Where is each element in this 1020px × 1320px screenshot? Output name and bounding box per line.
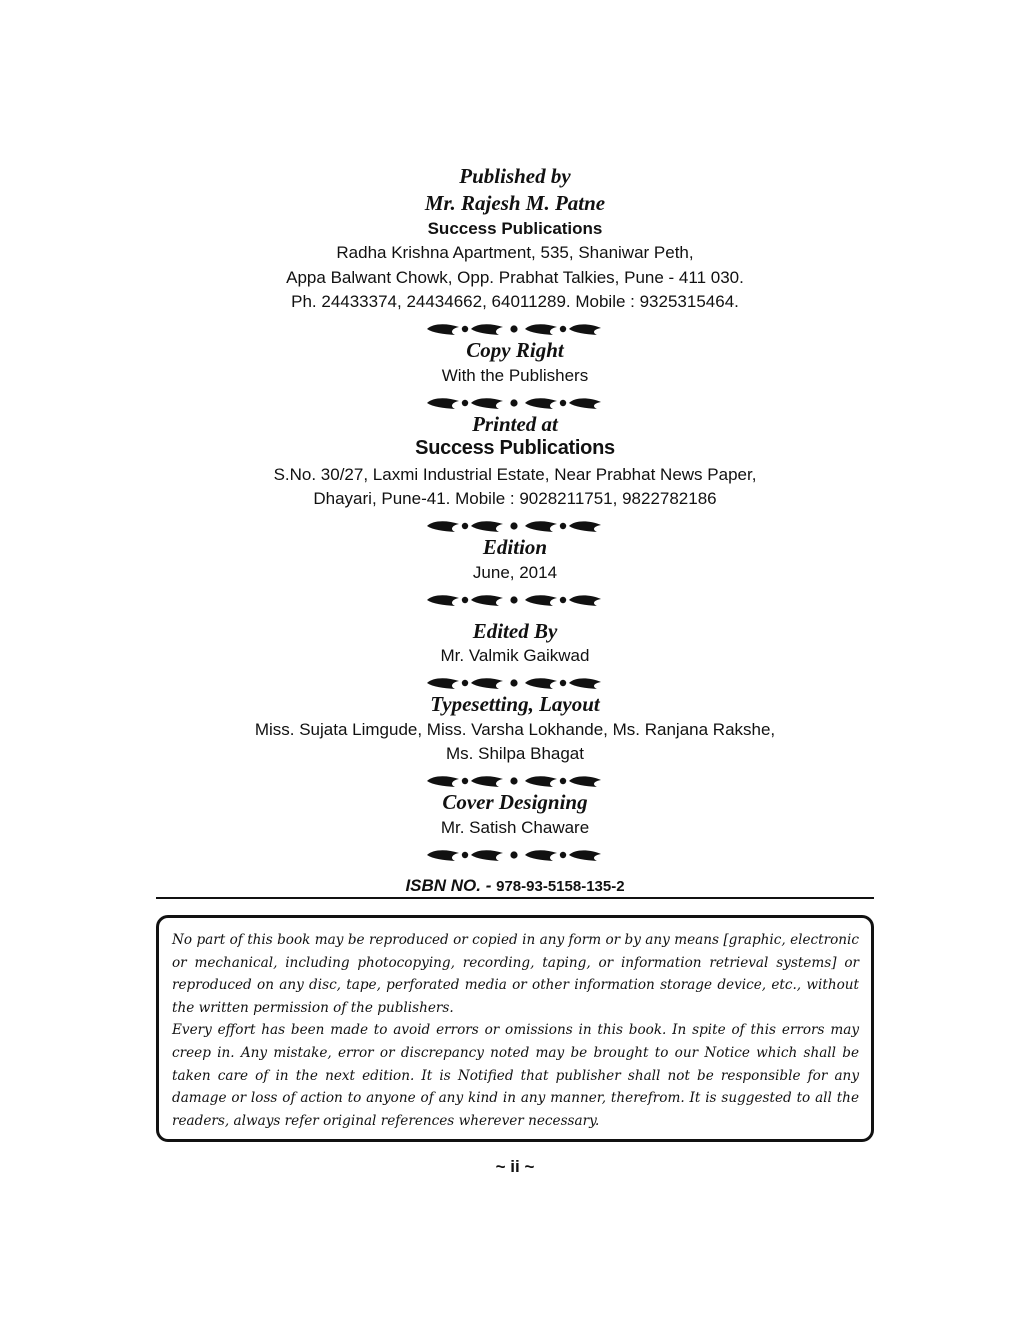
- ornament-divider: [425, 519, 603, 533]
- ornament-divider: [425, 396, 603, 410]
- printer-address-line2: Dhayari, Pune-41. Mobile : 9028211751, 9822782186: [313, 489, 717, 508]
- ornament-divider: [425, 322, 603, 336]
- edited-by-text: Mr. Valmik Gaikwad: [440, 646, 590, 665]
- cover-designing-text: Mr. Satish Chaware: [440, 818, 590, 837]
- typesetting-line1: Miss. Sujata Limgude, Miss. Varsha Lokhande, Ms. Ranjana Rakshe,: [254, 720, 776, 739]
- copyright-notice-box: [156, 915, 874, 1142]
- copyright-text: With the Publishers: [441, 366, 589, 385]
- publisher-phone: Ph. 24433374, 24434662, 64011289. Mobile : 9325315464.: [291, 292, 739, 311]
- published-by-heading: Published by: [459, 164, 571, 188]
- isbn-value: 978-93-5158-135-2: [496, 878, 625, 895]
- printed-at-heading: Printed at: [472, 412, 558, 436]
- publisher-address-line2: Appa Balwant Chowk, Opp. Prabhat Talkies, Pune - 411 030.: [286, 268, 744, 287]
- edited-by-heading: Edited By: [472, 619, 558, 643]
- page-number: ~ ii ~: [495, 1157, 535, 1176]
- edition-text: June, 2014: [472, 563, 558, 582]
- typesetting-heading: Typesetting, Layout: [430, 692, 600, 716]
- edition-heading: Edition: [482, 535, 548, 559]
- isbn-line: [0, 876, 1020, 896]
- ornament-divider: [425, 774, 603, 788]
- publisher-company: Success Publications: [427, 219, 603, 238]
- ornament-divider: [425, 676, 603, 690]
- notice-paragraph-errors: Every effort has been made to avoid errors or omissions in this book. In spite of this errors may creep in. Any mistake, error or discrepancy noted may be brought to our Notice which shall be taken care of in the next edition. It is Notified that publisher shall not be responsible for any damage or loss of action to anyone of any kind in any manner, therefrom. It is suggested to all the readers, always refer original references wherever necessary.: [172, 1022, 859, 1129]
- printer-address-line1: S.No. 30/27, Laxmi Industrial Estate, Near Prabhat News Paper,: [273, 465, 757, 484]
- ornament-divider: [425, 848, 603, 862]
- cover-designing-heading: Cover Designing: [442, 790, 588, 814]
- publisher-address-line1: Radha Krishna Apartment, 535, Shaniwar Peth,: [336, 243, 694, 262]
- copyright-heading: Copy Right: [466, 338, 564, 362]
- notice-paragraph-reproduction: No part of this book may be reproduced or copied in any form or by any means [graphic, electronic or mechanical, including photocopying, recording, taping, or information retrieval systems] or reproduced on any disc, tape, perforated media or other information storage device, etc., without the written permission of the publishers.: [172, 932, 859, 1016]
- isbn-label: ISBN NO. -: [405, 876, 492, 895]
- ornament-divider: [425, 593, 603, 607]
- typesetting-line2: Ms. Shilpa Bhagat: [446, 744, 584, 763]
- horizontal-rule: [156, 897, 874, 899]
- publisher-name: Mr. Rajesh M. Patne: [424, 191, 606, 215]
- printer-company: Success Publications: [415, 437, 615, 459]
